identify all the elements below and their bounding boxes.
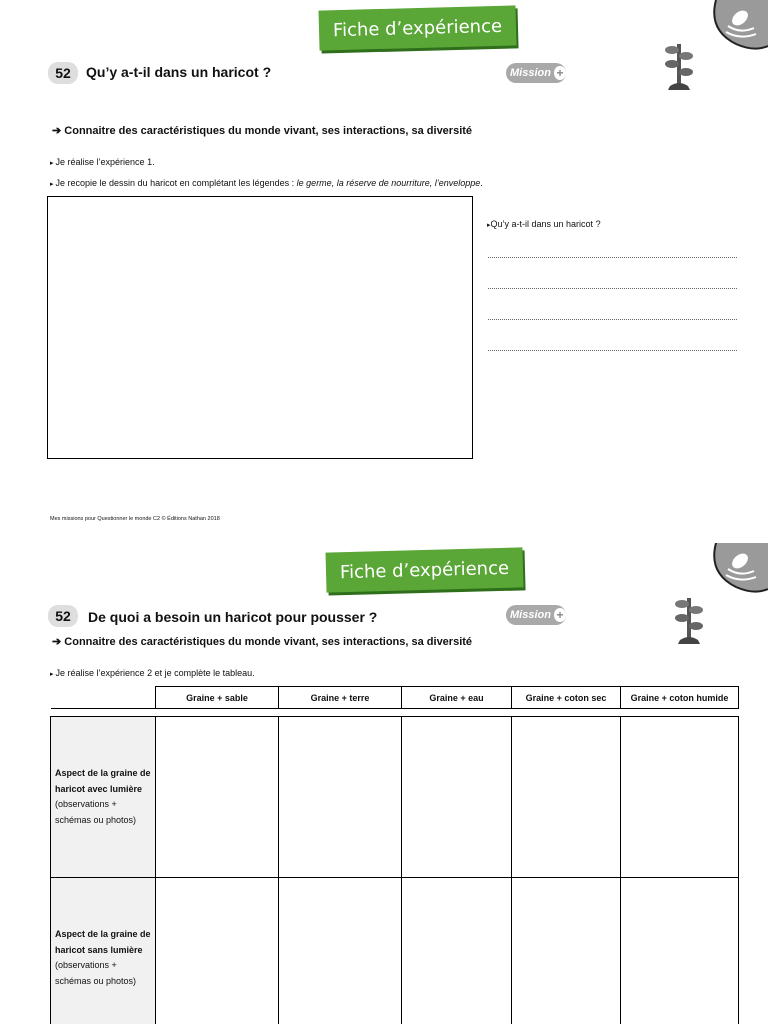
triangle-bullet-icon: ▸: [50, 671, 54, 678]
table-corner: [51, 687, 156, 709]
table-cell[interactable]: [512, 717, 621, 878]
competence-statement: ➔ Connaitre des caractéristiques du monde vivant, ses interactions, sa diversité: [52, 636, 473, 648]
competence-statement: ➔ Connaitre des caractéristiques du monde vivant, ses interactions, sa diversité: [52, 125, 473, 137]
triangle-bullet-icon: ▸: [487, 222, 491, 229]
triangle-bullet-icon: ▸: [50, 160, 54, 167]
table-gap: [621, 709, 739, 717]
side-question: ▸Qu’y a-t-il dans un haricot ?: [487, 219, 601, 229]
table-row: [51, 878, 739, 1024]
fiche-banner: Fiche d’expérience: [319, 5, 517, 50]
fish-logo-icon: [702, 0, 768, 52]
mission-logo: Mission +: [506, 63, 566, 83]
table-column-header: Graine + eau: [402, 687, 512, 709]
table-gap-row: [51, 709, 739, 717]
answer-line[interactable]: [488, 350, 737, 351]
table-cell[interactable]: [279, 878, 402, 1024]
table-column-header: Graine + terre: [279, 687, 402, 709]
table-gap: [279, 709, 402, 717]
fiche-banner: Fiche d’expérience: [326, 547, 524, 592]
table-column-header: Graine + coton sec: [512, 687, 621, 709]
copyright-footer: Mes missions pour Questionner le monde C2 © Éditions Nathan 2018: [50, 516, 220, 522]
table-cell[interactable]: [156, 717, 279, 878]
fish-logo-icon: [702, 543, 768, 595]
table-row: [51, 717, 739, 878]
answer-line[interactable]: [488, 257, 737, 258]
instruction-2: ▸ Je recopie le dessin du haricot en complétant les légendes : le germe, la réserve de nourriture, l’enveloppe.: [50, 178, 483, 188]
plant-icon: [674, 590, 704, 644]
table-gap: [402, 709, 512, 717]
page-title: De quoi a besoin un haricot pour pousser ?: [88, 609, 378, 625]
arrow-right-icon: ➔: [52, 125, 62, 137]
table-gap: [51, 709, 156, 717]
row-header: Aspect de la graine de haricot sans lumière (observations + schémas ou photos): [51, 878, 156, 1024]
drawing-box[interactable]: [47, 196, 473, 459]
table-cell[interactable]: [402, 878, 512, 1024]
table-gap: [512, 709, 621, 717]
plus-icon: +: [554, 608, 566, 622]
arrow-right-icon: ➔: [52, 636, 62, 648]
plant-icon: [664, 36, 694, 90]
table-cell[interactable]: [279, 717, 402, 878]
table-header-row: [51, 687, 739, 709]
table-cell[interactable]: [621, 878, 739, 1024]
answer-line[interactable]: [488, 319, 737, 320]
triangle-bullet-icon: ▸: [50, 181, 54, 188]
plus-icon: +: [554, 66, 566, 80]
instruction-3: ▸ Je réalise l’expérience 2 et je complète le tableau.: [50, 668, 255, 678]
instruction-1: ▸ Je réalise l’expérience 1.: [50, 157, 155, 167]
exercise-number-badge: 52: [48, 62, 78, 84]
experiment-table: [50, 686, 739, 1024]
exercise-number-badge: 52: [48, 605, 78, 627]
mission-logo: Mission +: [506, 605, 566, 625]
page-title: Qu’y a-t-il dans un haricot ?: [86, 64, 272, 80]
row-header: Aspect de la graine de haricot avec lumière (observations + schémas ou photos): [51, 717, 156, 878]
answer-line[interactable]: [488, 288, 737, 289]
table-column-header: Graine + coton humide: [621, 687, 739, 709]
table-cell[interactable]: [156, 878, 279, 1024]
table-column-header: Graine + sable: [156, 687, 279, 709]
table-gap: [156, 709, 279, 717]
table-cell[interactable]: [512, 878, 621, 1024]
table-cell[interactable]: [402, 717, 512, 878]
table-cell[interactable]: [621, 717, 739, 878]
